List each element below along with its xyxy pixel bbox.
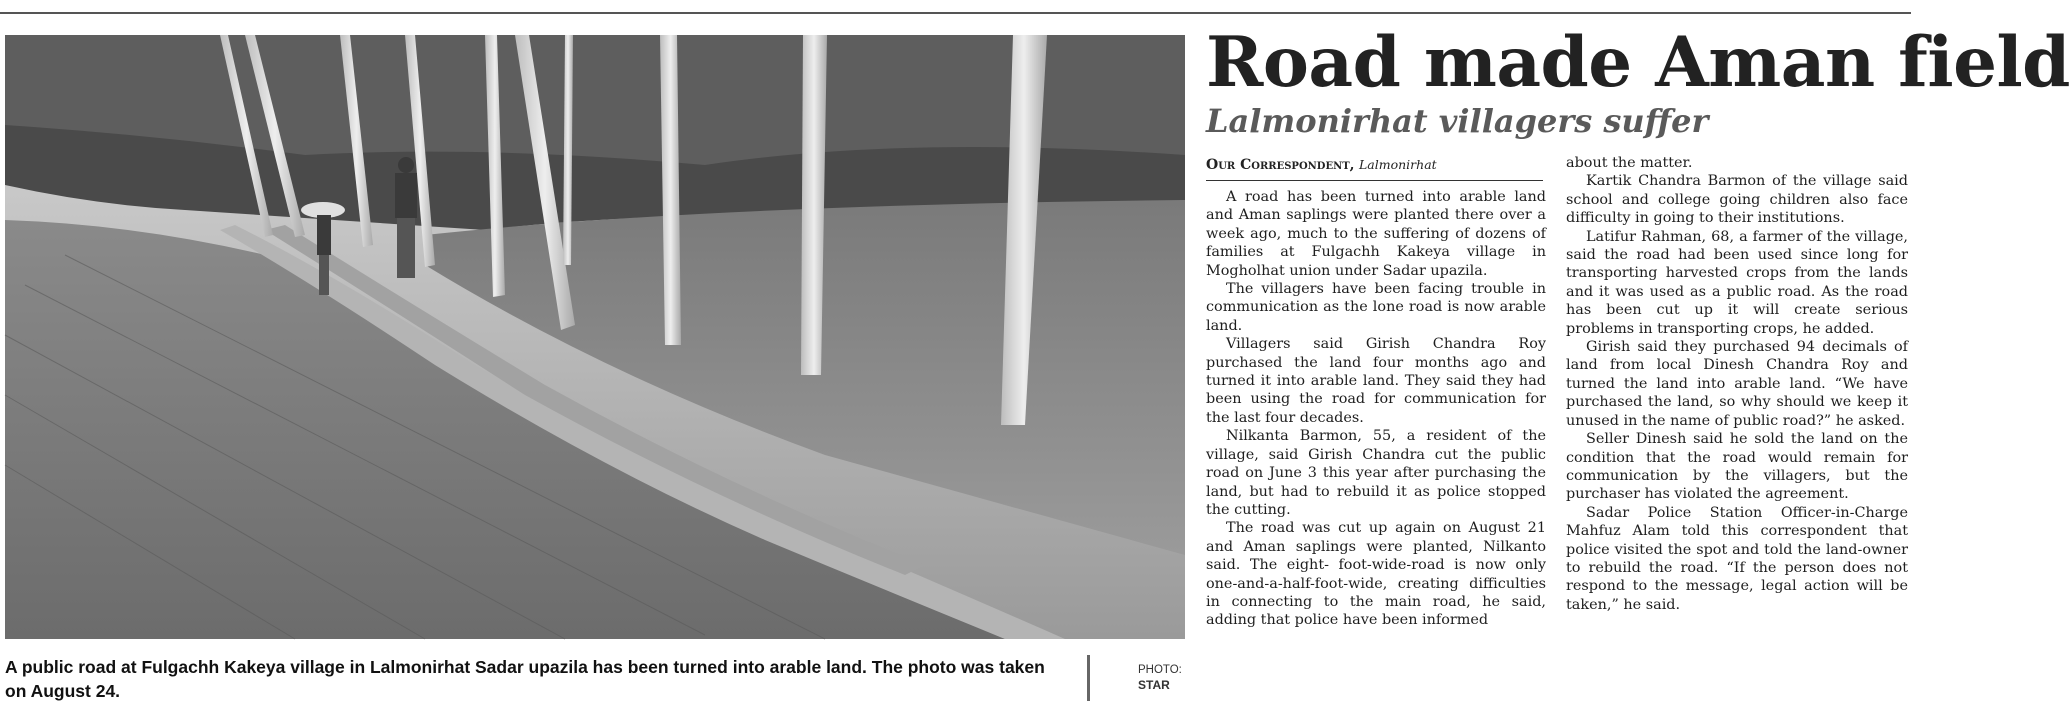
news-photo (5, 35, 1185, 639)
paragraph: The villagers have been facing trouble in communication as the lone road is now arable land. (1206, 281, 1546, 334)
paragraph: A road has been turned into arable land and Aman saplings were planted there over a week ago, much to the suffering of dozens of families at Fulgachh Kakeya village in Mogholhat union under Sadar upazila. (1206, 189, 1546, 279)
article-column-1 (1206, 188, 1546, 630)
caption-divider (1087, 655, 1090, 701)
photo-caption: A public road at Fulgachh Kakeya village in Lalmonirhat Sadar upazila has been turned into arable land. The photo was taken on August 24. (5, 657, 1045, 701)
paragraph: Villagers said Girish Chandra Roy purchased the land four months ago and turned it into arable land. They said they had been using the road for communication for the last four decades. (1206, 336, 1546, 426)
paragraph: Girish said they purchased 94 decimals of land from local Dinesh Chandra Roy and turned the land into arable land. “We have purchased the land, so why should we keep it unused in the name of public road?” he asked. (1566, 339, 1908, 429)
byline-rule (1206, 180, 1543, 181)
photo-credit-label: PHOTO: (1138, 664, 1182, 676)
paragraph: Latifur Rahman, 68, a farmer of the village, said the road had been used since long for transporting harvested crops from the lands and it was used as a public road. As the road has been cut up it will create serious problems in transporting crops, he added. (1566, 228, 1908, 337)
paragraph: The road was cut up again on August 21 and Aman saplings were planted, Nilkanto said. The eight- foot-wide-road is now only one-and-a-half-foot-wide, creating difficulties in connecting to the main road, he said, adding that police have been informed (1206, 520, 1546, 629)
article-column-2 (1566, 154, 1908, 614)
paragraph: Nilkanta Barmon, 55, a resident of the village, said Girish Chandra cut the public road on June 3 this year after purchasing the land, but had to rebuild it as police stopped the cutting. (1206, 428, 1546, 518)
byline (1206, 156, 1546, 174)
photo-credit-source: STAR (1138, 678, 1170, 692)
byline-name: Our Correspondent, (1206, 157, 1355, 173)
byline-location: Lalmonirhat (1359, 157, 1437, 172)
headline: Road made Aman field (1206, 22, 2070, 103)
paragraph: Seller Dinesh said he sold the land on the condition that the road would remain for communication by the villagers, but the purchaser has violated the agreement. (1566, 431, 1908, 503)
photo-credit (1138, 663, 1182, 693)
paragraph: Kartik Chandra Barmon of the village said school and college going children also face difficulty in going to their institutions. (1566, 173, 1908, 227)
subheadline: Lalmonirhat villagers suffer (1206, 102, 1709, 140)
paragraph: Sadar Police Station Officer-in-Charge Mahfuz Alam told this correspondent that police visited the spot and told the land-owner to rebuild the road. “If the person does not respond to the message, legal action will be taken,” he said. (1566, 504, 1908, 613)
top-rule (0, 12, 1911, 14)
paragraph: about the matter. (1566, 155, 1693, 171)
